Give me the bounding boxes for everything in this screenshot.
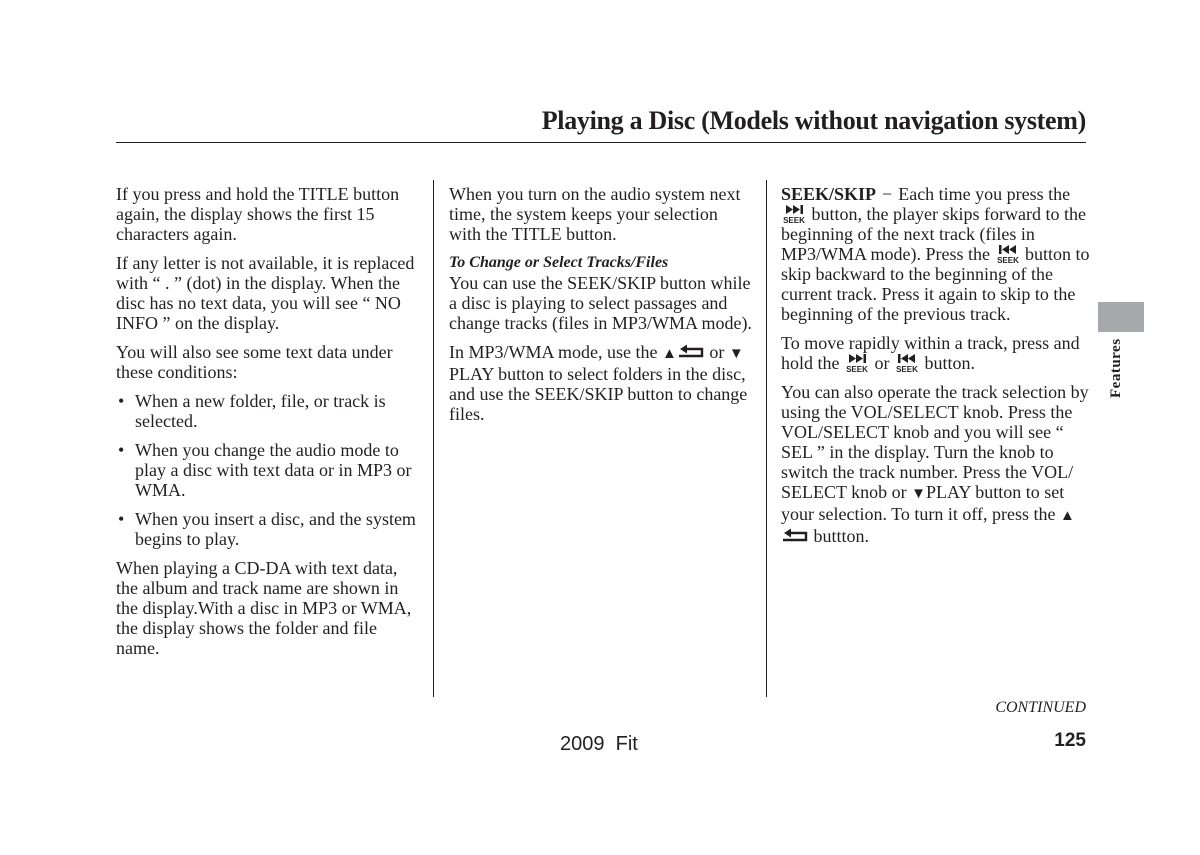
paragraph: If you press and hold the TITLE button again, the display shows the first 15 characters again. [116, 184, 400, 244]
section-tab [1098, 302, 1144, 332]
page-title: Playing a Disc (Models without navigation system) [541, 106, 1086, 135]
seek-back-icon [894, 353, 920, 373]
column-1 [116, 184, 421, 667]
up-triangle-icon: ▲ [1060, 508, 1075, 524]
seek-skip-label: SEEK/SKIP [781, 184, 877, 204]
bullet-icon: • [118, 391, 125, 411]
continued-label: CONTINUED [995, 699, 1086, 716]
title-rule [116, 142, 1086, 143]
seek-back-icon [995, 244, 1021, 264]
down-triangle-icon: ▼ [911, 486, 927, 502]
list-item: • When you insert a disc, and the system begins to play. [118, 509, 416, 549]
paragraph: In MP3/WMA mode, use the ▲ or ▼PLAY button to select folders in the disc, and use the SEEK/SKIP button to change files. [449, 342, 748, 424]
footer-model: 2009 Fit [560, 733, 638, 755]
column-3 [781, 184, 1091, 555]
seek-forward-icon [844, 353, 870, 373]
paragraph: SEEK/SKIP − Each time you press the SEEK button, the player skips forward to the beginning of the next track (files in MP3/WMA mode). Press the SEEK button to skip backward to the beginning of the current track. Press it again to skip to the beginning of the previous track. [781, 184, 1090, 324]
paragraph: When playing a CD-DA with text data, the album and track name are shown in the display.With a disc in MP3 or WMA, the display shows the folder and file name. [116, 558, 412, 658]
bullet-list [116, 391, 421, 549]
up-triangle-icon: ▲ [662, 346, 677, 362]
paragraph: When you turn on the audio system next time, the system keeps your selection with the TITLE button. [449, 184, 741, 244]
section-label: Features [1108, 338, 1124, 398]
bullet-icon: • [118, 509, 125, 529]
svg-text:SEEK: SEEK [846, 365, 868, 373]
subheading: To Change or Select Tracks/Files [449, 254, 669, 271]
column-2 [449, 184, 754, 433]
paragraph: If any letter is not available, it is replaced with “ . ” (dot) in the display. When the disc has no text data, you will see “ NO INFO ” on the display. [116, 253, 415, 333]
paragraph: To move rapidly within a track, press and hold the SEEK or SEEK button. [781, 333, 1080, 373]
paragraph: To Change or Select Tracks/Files You can use the SEEK/SKIP button while a disc is playing to select passages and change tracks (files in MP3/WMA mode). [449, 253, 754, 333]
paragraph: You will also see some text data under these conditions: [116, 342, 393, 382]
return-arrow-icon [677, 344, 705, 360]
page-number: 125 [1054, 730, 1086, 751]
down-triangle-icon: ▼ [728, 346, 744, 362]
column-divider-1 [433, 180, 434, 697]
list-item: • When a new folder, file, or track is selected. [118, 391, 386, 431]
bullet-icon: • [118, 440, 125, 460]
seek-forward-icon [781, 204, 807, 224]
paragraph: You can also operate the track selection by using the VOL/SELECT knob. Press the VOL/SELECT knob and you will see “ SEL ” in the display. Turn the knob to switch the track number. Press the VOL/ SELECT knob or ▼PLAY button to set your selection. To turn it off, press the ▲ buttton. [781, 382, 1089, 546]
list-item: • When you change the audio mode to play a disc with text data or in MP3 or WMA. [118, 440, 412, 500]
svg-text:SEEK: SEEK [896, 365, 918, 373]
column-divider-2 [766, 180, 767, 697]
svg-text:SEEK: SEEK [783, 216, 805, 224]
svg-text:SEEK: SEEK [996, 256, 1019, 264]
return-arrow-icon [781, 528, 809, 544]
